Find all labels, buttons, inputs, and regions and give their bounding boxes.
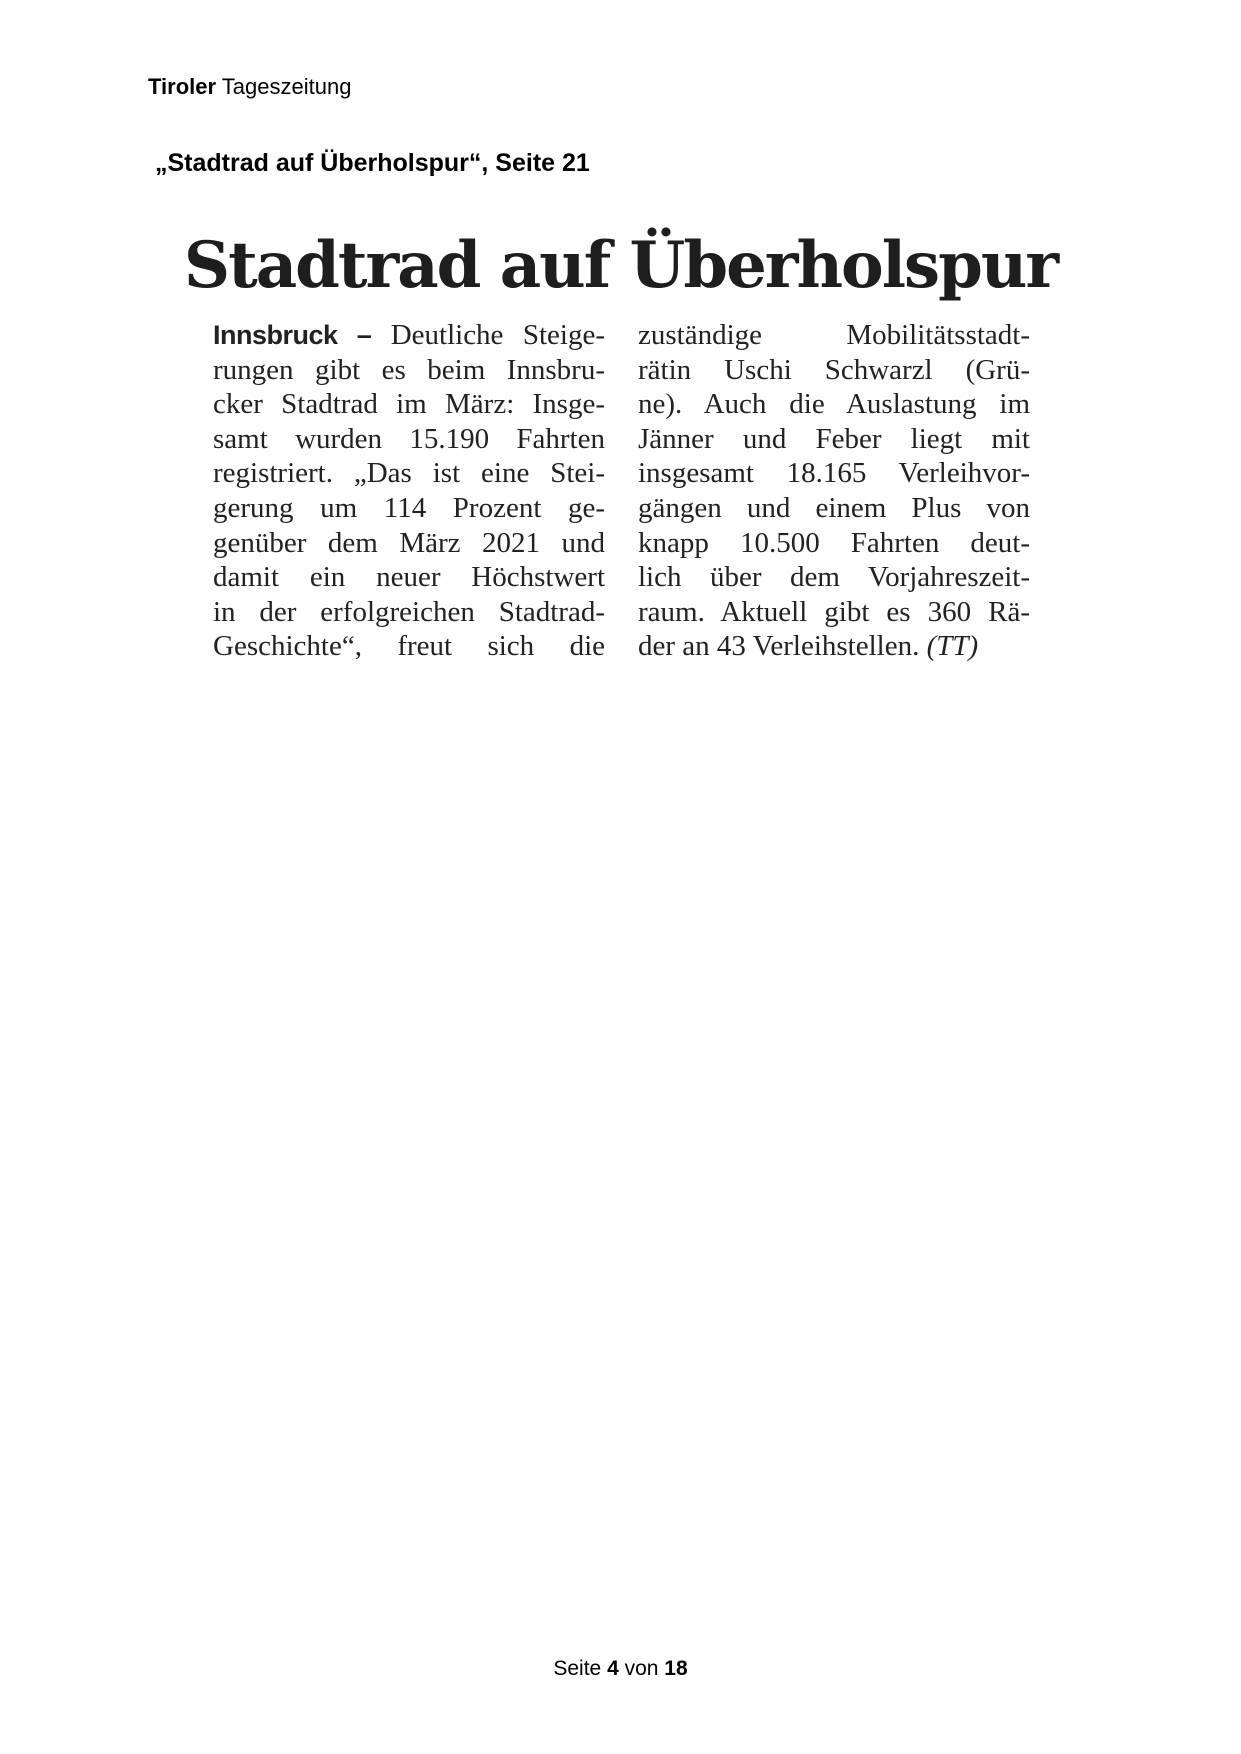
text-line: damit ein neuer Höchstwert [213, 561, 605, 594]
current-page: 4 [607, 1657, 619, 1680]
text-line: raum. Aktuell gibt es 360 Rä- [638, 595, 1030, 628]
text-line: knapp 10.500 Fahrten deut- [638, 526, 1030, 559]
text-line: cker Stadtrad im März: Insge- [213, 388, 605, 421]
text-line: Geschichte“, freut sich die [213, 630, 605, 663]
text-segment: der an 43 Verleihstellen. [638, 630, 920, 663]
text-line: gerung um 114 Prozent ge- [213, 491, 605, 524]
author-signature: (TT) [926, 630, 979, 663]
page-of: von [624, 1657, 659, 1680]
text-line: zuständige Mobilitätsstadt- [638, 319, 1030, 351]
publication-name [148, 74, 351, 100]
page-prefix: Seite [553, 1657, 602, 1680]
text-line: gängen und einem Plus von [638, 491, 1030, 524]
page-number [0, 1657, 1241, 1681]
article-headline: Stadtrad auf Überholspur [183, 228, 1058, 303]
text-line: genüber dem März 2021 und [213, 526, 605, 559]
publication-rest: Tageszeitung [221, 74, 352, 99]
text-line: insgesamt 18.165 Verleihvor- [638, 457, 1030, 490]
text-line: Jänner und Feber liegt mit [638, 422, 1030, 455]
text-line: rätin Uschi Schwarzl (Grü- [638, 353, 1030, 386]
text-line [638, 629, 1030, 664]
text-line: rungen gibt es beim Innsbru- [213, 353, 605, 386]
article-column-left [213, 318, 605, 664]
text-line: samt wurden 15.190 Fahrten [213, 422, 605, 455]
text-line: in der erfolgreichen Stadtrad- [213, 595, 605, 628]
text-line [213, 318, 605, 353]
article-reference: „Stadtrad auf Überholspur“, Seite 21 [155, 149, 590, 177]
text-line: lich über dem Vorjahreszeit- [638, 561, 1030, 594]
text-line: ne). Auch die Auslastung im [638, 388, 1030, 421]
dateline: Innsbruck – [213, 320, 372, 350]
text-segment: Deutliche Steige- [390, 319, 606, 351]
total-pages: 18 [664, 1657, 688, 1680]
text-line: registriert. „Das ist eine Stei- [213, 457, 605, 490]
publication-bold: Tiroler [148, 74, 217, 99]
article-column-right [638, 318, 1030, 664]
